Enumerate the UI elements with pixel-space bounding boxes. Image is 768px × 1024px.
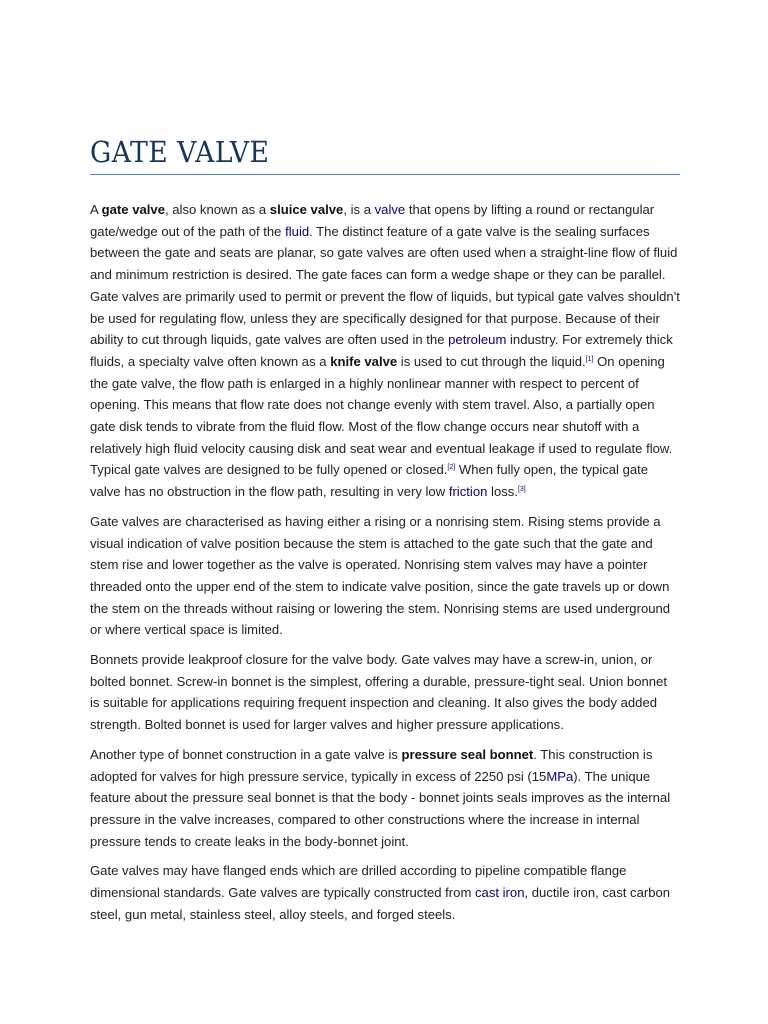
paragraph-materials [90,860,680,925]
page-title: GATE VALVE [90,135,270,169]
link-mpa[interactable]: MPa [546,768,574,784]
paragraph-pressure-seal [90,744,680,853]
paragraph-stems: Gate valves are characterised as having either a rising or a nonrising stem. Rising stems provide a visual indication of valve position because the stem is attached to the gate such that the gate and stem rise and lower together as the valve is operated. Nonrising stem valves may have a pointer threaded onto the upper end of the stem to indicate valve position, since the gate travels up or down the stem on the threads without raising or lowering the stem. Nonrising stems are used underground or where vertical space is limited. [90,513,671,638]
text-run: . This construction is adopted for valves for high pressure service, typically in excess of 2250 psi (15 [90,746,653,784]
text-run: Gate valves may have flanged ends which are drilled according to pipeline compatible flange dimensional standards. Gate valves are typically constructed from [90,863,627,901]
term-pressure-seal-bonnet: pressure seal bonnet [401,746,534,762]
text-run: industry. For extremely thick fluids, a specialty valve often known as a [90,332,673,369]
citation-3[interactable]: [3] [517,486,526,494]
link-fluid[interactable]: fluid [285,223,310,239]
text-run: ). The unique feature about the pressure seal bonnet is that the body - bonnet joints seals improves as the internal pressure in the valve increases, compared to other constructions where the increase in internal pressure tends to create leaks in the body-bonnet joint. [90,768,671,849]
citation-1[interactable]: [1] [585,355,594,363]
text-run: is used to cut through the liquid. [397,353,586,369]
link-valve[interactable]: valve [374,202,406,217]
citation-2[interactable]: [2] [447,464,456,472]
paragraph-intro [90,199,680,503]
text-run: On opening the gate valve, the flow path is enlarged in a highly nonlinear manner with respect to percent of opening. This means that flow rate does not change evenly with stem travel. Also, a partially open gate disk tends to vibrate from the fluid flow. Most of the flow change occurs near shutoff with a relatively high fluid velocity causing disk and seat wear and eventual leakage if used to regulate flow. Typical gate valves are designed to be fully opened or closed. [90,353,673,478]
term-knife-valve: knife valve [330,353,398,369]
text-run: A [90,202,102,217]
term-gate-valve: gate valve [101,202,165,217]
text-run: , also known as a [164,202,270,217]
text-run: , ductile iron, cast carbon steel, gun metal, stainless steel, alloy steels, and forged steels. [90,885,671,922]
text-run: . The distinct feature of a gate valve is the sealing surfaces between the gate and seats are planar, so gate valves are often used when a straight-line flow of fluid and minimum restriction is desired. The gate faces can form a wedge shape or they can be parallel. Gate valves are primarily used to permit or prevent the flow of liquids, but typical gate valves shouldn't be used for regulating flow, unless they are specifically designed for that purpose. Because of their ability to cut through liquids, gate valves are often used in the [90,223,680,348]
term-sluice-valve: sluice valve [269,202,344,217]
text-run: that opens by lifting a round or rectangular gate/wedge out of the path of the [90,202,655,239]
link-petroleum[interactable]: petroleum [448,332,507,348]
title-divider [90,174,680,175]
paragraph-bonnets: Bonnets provide leakproof closure for the valve body. Gate valves may have a screw-in, union, or bolted bonnet. Screw-in bonnet is the simplest, offering a durable, pressure-tight seal. Union bonnet is suitable for applications requiring frequent inspection and cleaning. It also gives the body added strength. Bolted bonnet is used for larger valves and higher pressure applications. [90,652,667,733]
link-cast-iron[interactable]: cast iron [475,885,525,901]
text-run: loss. [487,484,518,500]
text-run: When fully open, the typical gate valve has no obstruction in the flow path, resulting in very low [90,462,649,500]
article-body [90,199,680,934]
link-friction[interactable]: friction [448,484,488,500]
text-run: Another type of bonnet construction in a gate valve is [90,746,402,762]
text-run: , is a [343,202,375,217]
